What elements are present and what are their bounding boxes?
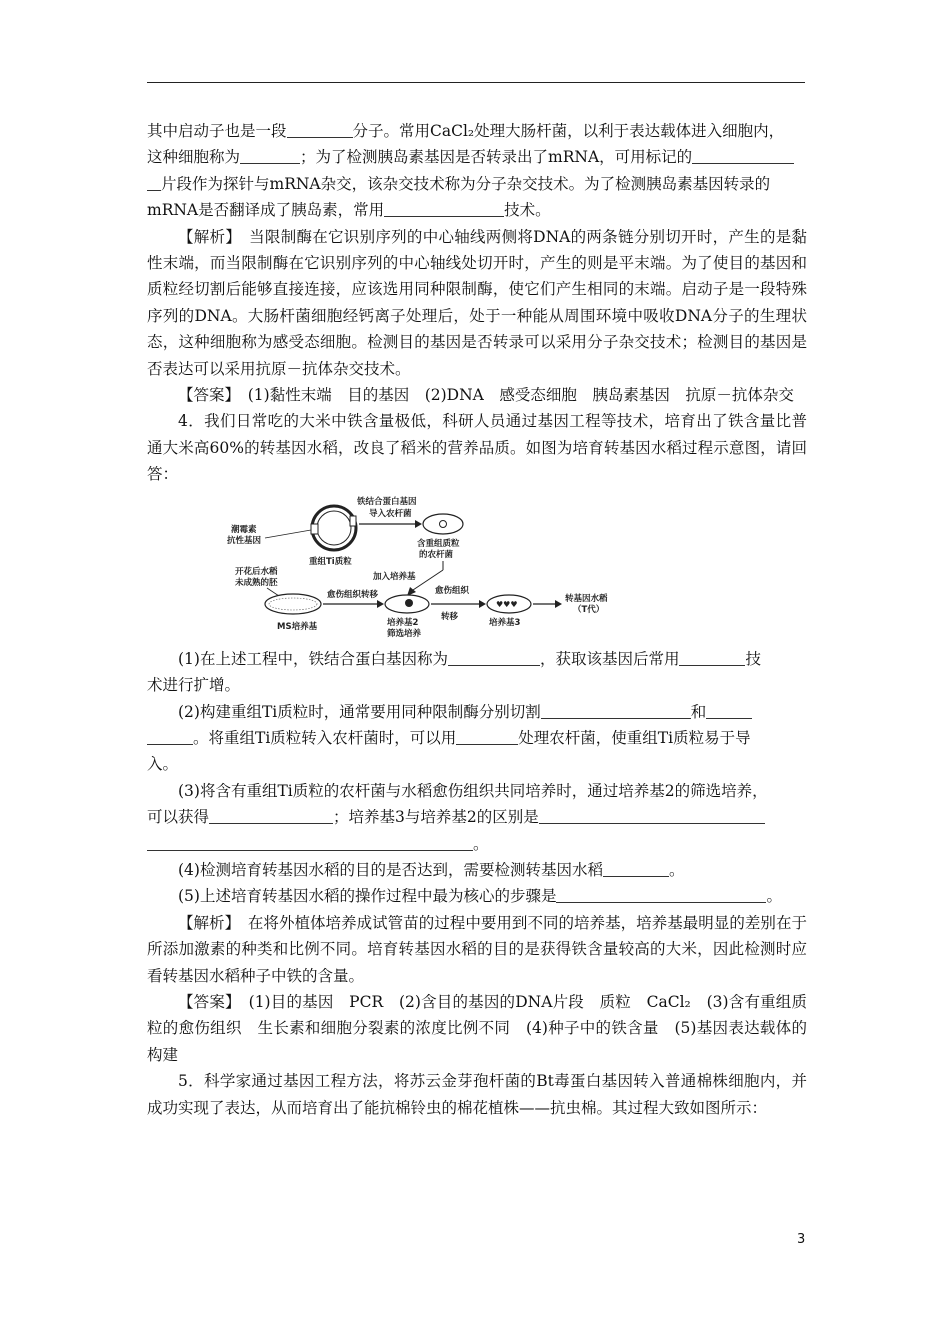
label-transfer2: 转移 [441, 611, 459, 622]
q4-sub4: (4)检测培育转基因水稻的目的是否达到，需要检测转基因水稻 。 [178, 860, 685, 879]
diagram-svg [217, 494, 737, 642]
resistance-gene-segment [311, 524, 318, 534]
label-screening: 筛选培养 [387, 628, 422, 639]
q4-sub3-cont: 可以获得 ；培养基3与培养基2的区别是 [147, 804, 807, 830]
q4-sub2-end: 入。 [147, 755, 179, 774]
q3-line2: 这种细胞称为 ；为了检测胰岛素基因是否转录出了mRNA，可用标记的 [147, 144, 807, 170]
rice-process-diagram [217, 494, 737, 642]
label-plasmid: 重组Ti质粒 [309, 556, 352, 567]
q3-line3: 片段作为探针与mRNA杂交，该杂交技术称为分子杂交技术。为了检测胰岛素基因转录的 [147, 171, 807, 197]
q5-stem: 5．科学家通过基因工程方法，将苏云金芽孢杆菌的Bt毒蛋白基因转入普通棉株细胞内，并成功实现了表达，从而培育出了能抗棉铃虫的棉花植株——抗虫棉。其过程大致如图所示： [147, 1072, 807, 1117]
label-agro2: 的农杆菌 [419, 549, 454, 560]
answer-blank[interactable] [692, 148, 794, 165]
label-agro1: 含重组质粒 [417, 538, 460, 549]
plasmid-circle [312, 506, 356, 550]
seedlings-glyph: ♥♥♥ [496, 599, 518, 609]
plasmid-inner [317, 511, 351, 545]
answer-blank[interactable] [209, 808, 333, 825]
q4-sub1-cont: 术进行扩增。 [147, 676, 241, 695]
label-callus2: 愈伤组织 [435, 585, 470, 596]
label-import: 导入农杆菌 [369, 508, 412, 519]
answer-blank[interactable] [384, 201, 504, 218]
answer-blank[interactable] [448, 649, 540, 666]
q4-sub2-cont: 。将重组Ti质粒转入农杆菌时，可以用 处理农杆菌，使重组Ti质粒易于导 [147, 725, 807, 751]
answer-blank[interactable] [603, 860, 669, 877]
header-rule [147, 82, 805, 83]
label-hygromycin: 潮霉素 [231, 524, 257, 535]
label-add-medium: 加入培养基 [373, 571, 416, 582]
label-medium2: 培养基2 [387, 617, 419, 628]
q3-line4: mRNA是否翻译成了胰岛素，常用 技术。 [147, 201, 551, 220]
answer-blank[interactable] [456, 728, 518, 745]
label-ms-medium: MS培养基 [277, 621, 318, 632]
q3-analysis: 【解析】 当限制酶在它识别序列的中心轴线两侧将DNA的两条链分别切开时，产生的是黏性末端，而当限制酶在它识别序列的中心轴线处切开时，产生的则是平末端。为了使目的基因和质粒经切割后能够直接连接，应该选用同种限制酶，使它们产生相同的末端。启动子是一段特殊序列的DNA。大肠杆菌细胞经钙离子处理后，处于一种能从周围环境中吸收DNA分子的生理状态，这种细胞称为感受态细胞。检测目的基因是否转录可以采用分子杂交技术；检测目的基因是否表达可以采用抗原－抗体杂交技术。 [147, 227, 807, 378]
q4-sub2: (2)构建重组Ti质粒时，通常要用同种限制酶分别切割 和 [147, 699, 807, 725]
answer-blank[interactable] [147, 834, 473, 851]
answer-blank[interactable] [287, 122, 353, 139]
agrobacterium-dish [423, 514, 463, 534]
label-embryo1: 开花后水稻 [235, 566, 278, 577]
q4-answer: 【答案】 (1)目的基因 PCR (2)含目的基因的DNA片段 质粒 CaCl₂ (3)含有重组质粒的愈伤组织 生长素和细胞分裂素的浓度比例不同 (4)种子中的铁含量 (5)基因表达载体的构建 [147, 992, 807, 1064]
answer-blank[interactable] [706, 702, 752, 719]
answer-blank[interactable] [541, 702, 691, 719]
answer-blank[interactable] [147, 174, 161, 191]
q4-sub3: (3)将含有重组Ti质粒的农杆菌与水稻愈伤组织共同培养时，通过培养基2的筛选培养， [178, 781, 768, 800]
q4-sub1: (1)在上述工程中，铁结合蛋白基因称为 ，获取该基因后常用 技 [178, 649, 761, 668]
q4-stem: 4．我们日常吃的大米中铁含量极低，科研人员通过基因工程等技术，培育出了铁含量比普通大米高60%的转基因水稻，改良了稻米的营养品质。如图为培育转基因水稻过程示意图，请回答： [147, 412, 807, 484]
q4-analysis: 【解析】 在将外植体培养成试管苗的过程中要用到不同的培养基，培养基最明显的差别在于所添加激素的种类和比例不同。培育转基因水稻的目的是获得铁含量较高的大米，因此检测时应看转基因水稻种子中铁的含量。 [147, 913, 807, 985]
page-content [147, 118, 807, 1121]
q4-sub5: (5)上述培育转基因水稻的操作过程中最为核心的步骤是 。 [178, 887, 782, 906]
q3-line1: 其中启动子也是一段 分子。常用CaCl₂处理大肠杆菌，以利于表达载体进入细胞内， [147, 122, 785, 140]
label-medium3: 培养基3 [489, 617, 521, 628]
q4-sub3-end: 。 [147, 831, 807, 857]
label-t-generation: （T代） [573, 604, 605, 615]
answer-blank[interactable] [539, 808, 765, 825]
answer-blank[interactable] [147, 728, 193, 745]
label-resistance-gene: 抗性基因 [227, 535, 262, 546]
q3-answer: 【答案】 (1)黏性末端 目的基因 (2)DNA 感受态细胞 胰岛素基因 抗原－抗体杂交 [178, 386, 794, 405]
answer-blank[interactable] [556, 887, 766, 904]
label-embryo2: 未成熟的胚 [235, 577, 278, 588]
label-iron-gene: 铁结合蛋白基因 [357, 496, 417, 507]
label-transgenic-rice: 转基因水稻 [565, 593, 608, 604]
ms-dish [265, 594, 321, 614]
label-callus-transfer: 愈伤组织转移 [327, 589, 379, 600]
answer-blank[interactable] [240, 148, 300, 165]
page-number: 3 [797, 1232, 806, 1247]
answer-blank[interactable] [679, 649, 745, 666]
iron-gene-segment [350, 516, 356, 526]
